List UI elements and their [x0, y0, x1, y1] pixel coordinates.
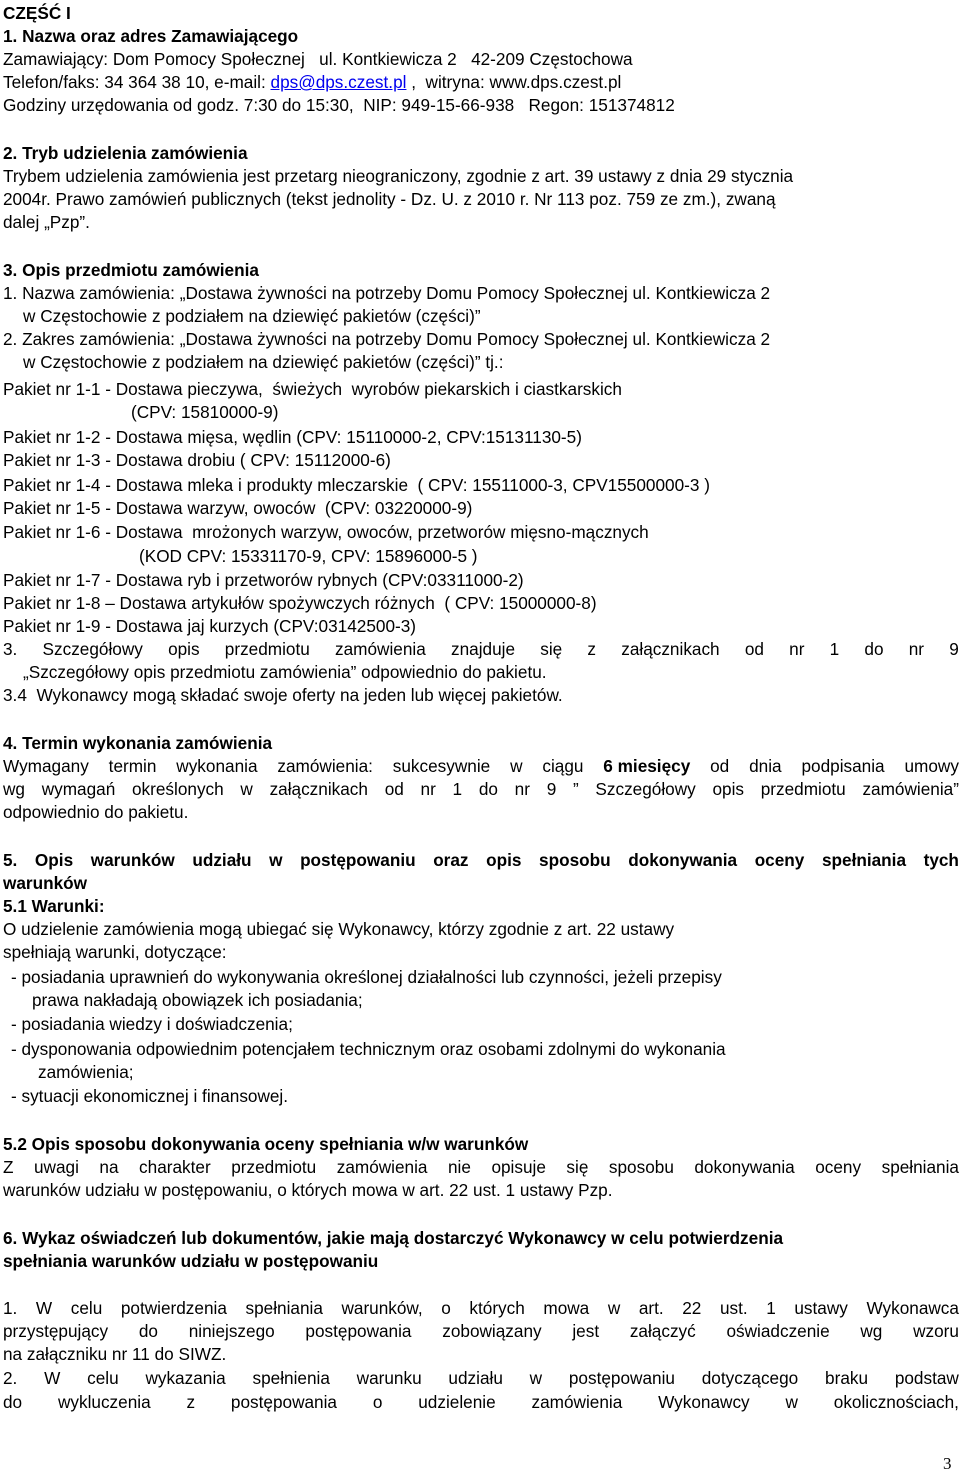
word: udziału — [448, 1368, 503, 1388]
word: załącznikach — [621, 639, 720, 659]
word: z — [587, 639, 597, 659]
word: dokonywania — [628, 850, 738, 870]
term-line-1 — [3, 755, 959, 778]
word: w — [785, 1392, 798, 1412]
word: znajduje — [451, 639, 516, 659]
section-2-title: 2. Tryb udzielenia zamówienia — [3, 143, 248, 163]
package-2: Pakiet nr 1-2 - Dostawa mięsa, wędlin (CPV: 15110000-2, CPV:15131130-5) — [3, 427, 582, 447]
section-6-title-line-1: 6. Wykaz oświadczeń lub dokumentów, jakie mają dostarczyć Wykonawcy w celu potwierdzenia — [3, 1228, 784, 1248]
section-2-line-3: dalej „Pzp”. — [3, 212, 90, 232]
contact-website: , witryna: www.dps.czest.pl — [406, 72, 622, 92]
word: się — [540, 639, 563, 659]
word: sposobu — [608, 1157, 674, 1177]
word: ust. — [719, 1298, 748, 1318]
word: do — [138, 1321, 158, 1341]
package-1-line-2: (CPV: 15810000-9) — [131, 402, 279, 422]
detail-description-line-2: „Szczegółowy opis przedmiotu zamówienia” odpowiednio do pakietu. — [23, 662, 547, 682]
word: umowy — [904, 756, 959, 776]
word: W — [44, 1368, 61, 1388]
word: w — [607, 1298, 621, 1318]
order-scope-line-2: w Częstochowie z podziałem na dziewięć pakietów (części)” tj.: — [23, 352, 504, 372]
word: wykonania — [176, 756, 258, 776]
word: przedmiotu — [224, 639, 310, 659]
word: 1. — [3, 1298, 18, 1318]
contact-phone: Telefon/faks: 34 364 38 10, e-mail: — [3, 72, 271, 92]
word: oceny — [754, 850, 805, 870]
word: zamówienia: — [277, 756, 373, 776]
word: od — [710, 756, 730, 776]
word: Wykonawcy — [658, 1392, 750, 1412]
word: braku — [825, 1368, 869, 1388]
order-name-line-2: w Częstochowie z podziałem na dziewięć pakietów (części)” — [23, 306, 481, 326]
word: Szczegółowy — [42, 639, 143, 659]
word: o — [372, 1392, 383, 1412]
statement-2-line-2 — [3, 1391, 959, 1414]
word: wykluczenia — [57, 1392, 151, 1412]
word: warunków — [90, 850, 175, 870]
word: celu — [70, 1298, 103, 1318]
word: do — [864, 639, 884, 659]
word: wymagań — [41, 779, 116, 799]
office-hours-line: Godziny urzędowania od godz. 7:30 do 15:30, NIP: 949-15-66-938 Regon: 151374812 — [3, 95, 675, 115]
address-line: Zamawiający: Dom Pomocy Społecznej ul. Kontkiewicza 2 42-209 Częstochowa — [3, 49, 633, 69]
word: Szczegółowy — [595, 779, 696, 799]
word: zamówienia — [531, 1392, 623, 1412]
word: do — [3, 1392, 23, 1412]
part-title: CZĘŚĆ I — [3, 3, 71, 23]
evaluation-line-1 — [3, 1156, 959, 1179]
condition-item-2: - posiadania wiedzy i doświadczenia; — [11, 1014, 293, 1034]
package-5: Pakiet nr 1-5 - Dostawa warzyw, owoców (CPV: 03220000-9) — [3, 498, 473, 518]
evaluation-line-2: warunków udziału w postępowaniu, o których mowa w art. 22 ust. 1 ustawy Pzp. — [3, 1180, 613, 1200]
word: się — [566, 1157, 589, 1177]
statement-1-line-3: na załączniku nr 11 do SIWZ. — [3, 1344, 227, 1364]
word: celu — [87, 1368, 119, 1388]
word: W — [35, 1298, 53, 1318]
conditions-line-1: O udzielenie zamówienia mogą ubiegać się Wykonawcy, którzy zgodnie z art. 22 ustawy — [3, 919, 675, 939]
section-3-title: 3. Opis przedmiotu zamówienia — [3, 260, 259, 280]
word: spełniania — [881, 1157, 959, 1177]
word: postępowaniu — [568, 1368, 675, 1388]
word: nr — [789, 639, 805, 659]
word: art. — [638, 1298, 664, 1318]
word: 1 — [766, 1298, 776, 1318]
word: zamówienia — [336, 1157, 428, 1177]
word: wzoru — [913, 1321, 959, 1341]
word: opis — [486, 850, 522, 870]
section-1-title: 1. Nazwa oraz adres Zamawiającego — [3, 26, 299, 46]
section-6-title-line-2: spełniania warunków udziału w postępowaniu — [3, 1251, 379, 1271]
word: z — [186, 1392, 196, 1412]
word: udzielenie — [418, 1392, 496, 1412]
word: nr — [908, 639, 925, 659]
conditions-line-2: spełniają warunki, dotyczące: — [3, 942, 227, 962]
word: udziału — [192, 850, 252, 870]
word: w — [269, 850, 283, 870]
package-7: Pakiet nr 1-7 - Dostawa ryb i przetworów rybnych (CPV:03311000-2) — [3, 570, 524, 590]
package-9: Pakiet nr 1-9 - Dostawa jaj kurzych (CPV:03142500-3) — [3, 616, 417, 636]
word: warunku — [356, 1368, 422, 1388]
word: wykazania — [145, 1368, 226, 1388]
package-6-line-2: (KOD CPV: 15331170-9, CPV: 15896000-5 ) — [139, 546, 478, 566]
statement-1-line-2 — [3, 1320, 959, 1343]
page-number: 3 — [943, 1454, 952, 1473]
word: przedmiotu — [231, 1157, 317, 1177]
package-1-line-1: Pakiet nr 1-1 - Dostawa pieczywa, świeżych wyrobów piekarskich i ciastkarskich — [3, 379, 622, 399]
package-8: Pakiet nr 1-8 – Dostawa artykułów spożywczych różnych ( CPV: 15000000-8) — [3, 593, 597, 613]
word: do — [478, 779, 498, 799]
word: wg — [860, 1321, 883, 1341]
word: 3. — [3, 639, 18, 659]
section-5-title-line-2: warunków — [3, 873, 88, 893]
word: określonych — [131, 779, 224, 799]
word: niniejszego — [188, 1321, 275, 1341]
statement-1-line-1 — [3, 1297, 959, 1320]
contact-line — [3, 71, 621, 94]
word: opisuje — [491, 1157, 546, 1177]
term-duration: 6 miesięcy — [603, 756, 691, 776]
word: w — [529, 1368, 543, 1388]
section-4-title: 4. Termin wykonania zamówienia — [3, 733, 273, 753]
section-5-title-line-1 — [3, 849, 959, 872]
word: załączyć — [629, 1321, 696, 1341]
word: Opis — [34, 850, 74, 870]
word: w — [240, 779, 253, 799]
word: Z — [3, 1157, 14, 1177]
word: Wykonawca — [866, 1298, 959, 1318]
word: 1 — [829, 639, 840, 659]
word: podpisania — [801, 756, 885, 776]
word: przystępujący — [3, 1321, 109, 1341]
condition-item-4: - sytuacji ekonomicznej i finansowej. — [11, 1086, 289, 1106]
word: opis — [712, 779, 744, 799]
word: sposobu — [539, 850, 611, 870]
word: postępowaniu — [300, 850, 416, 870]
condition-item-1-line-1: - posiadania uprawnień do wykonywania określonej działalności lub czynności, jeżeli przepisy — [11, 967, 722, 987]
word: 2. — [3, 1368, 18, 1388]
word: spełniania — [821, 850, 907, 870]
word: podstaw — [894, 1368, 959, 1388]
word: 9 — [546, 779, 557, 799]
word: 22 — [682, 1298, 702, 1318]
word: spełnienia — [252, 1368, 330, 1388]
word: uwagi — [34, 1157, 79, 1177]
word: ciągu — [542, 756, 584, 776]
word: przedmiotu — [760, 779, 846, 799]
word: zamówienia — [335, 639, 426, 659]
word: dotyczącego — [701, 1368, 799, 1388]
word: nr — [420, 779, 436, 799]
word: charakter — [139, 1157, 211, 1177]
word: nr — [514, 779, 530, 799]
order-name-line-1: 1. Nazwa zamówienia: „Dostawa żywności na potrzeby Domu Pomocy Społecznej ul. Kontkiewicza 2 — [3, 283, 771, 303]
word: w — [510, 756, 523, 776]
word: oraz — [433, 850, 469, 870]
word: potwierdzenia — [120, 1298, 227, 1318]
word: postępowania — [305, 1321, 412, 1341]
word: od — [744, 639, 764, 659]
section-2-line-2: 2004r. Prawo zamówień publicznych (tekst jednolity - Dz. U. z 2010 r. Nr 113 poz. 759 ze zm.), zwaną — [3, 189, 776, 209]
package-4: Pakiet nr 1-4 - Dostawa mleka i produkty mleczarskie ( CPV: 15511000-3, CPV15500000-3 ) — [3, 475, 710, 495]
word: zobowiązany — [442, 1321, 542, 1341]
statement-2-line-1 — [3, 1367, 959, 1390]
word: mowa — [543, 1298, 590, 1318]
word: oceny — [815, 1157, 862, 1177]
word: okolicznościach, — [833, 1392, 959, 1412]
word: oświadczenie — [726, 1321, 830, 1341]
order-scope-line-1: 2. Zakres zamówienia: „Dostawa żywności na potrzeby Domu Pomocy Społecznej ul. Kontkiewicza 2 — [3, 329, 771, 349]
word: dnia — [749, 756, 782, 776]
condition-item-3-line-2: zamówienia; — [38, 1062, 134, 1082]
detail-description-line-1 — [3, 638, 959, 661]
word: na — [99, 1157, 119, 1177]
word: zamówienia” — [862, 779, 959, 799]
word: dokonywania — [694, 1157, 795, 1177]
subsection-5-1-title: 5.1 Warunki: — [3, 896, 105, 916]
word: postępowania — [230, 1392, 337, 1412]
word: 1 — [452, 779, 463, 799]
word: warunków, — [341, 1298, 423, 1318]
condition-item-1-line-2: prawa nakładają obowiązek ich posiadania; — [32, 990, 363, 1010]
term-line-2 — [3, 778, 959, 801]
subsection-5-2-title: 5.2 Opis sposobu dokonywania oceny spełniania w/w warunków — [3, 1134, 529, 1154]
word: których — [469, 1298, 525, 1318]
word: ustawy — [794, 1298, 848, 1318]
term-line-3: odpowiednio do pakietu. — [3, 802, 189, 822]
word: od — [384, 779, 404, 799]
word: 5. — [3, 850, 18, 870]
word: ” — [572, 779, 579, 799]
word: termin — [108, 756, 157, 776]
word: załącznikach — [269, 779, 368, 799]
word: jest — [572, 1321, 600, 1341]
word: tych — [923, 850, 959, 870]
word: wg — [3, 779, 25, 799]
word: o — [441, 1298, 451, 1318]
condition-item-3-line-1: - dysponowania odpowiednim potencjałem technicznym oraz osobami zdolnymi do wykonania — [11, 1039, 726, 1059]
offers-note: 3.4 Wykonawcy mogą składać swoje oferty na jeden lub więcej pakietów. — [3, 685, 563, 705]
package-6-line-1: Pakiet nr 1-6 - Dostawa mrożonych warzyw, owoców, przetworów mięsno-mącznych — [3, 522, 649, 542]
word: spełniania — [245, 1298, 323, 1318]
word: sukcesywnie — [392, 756, 491, 776]
word: Wymagany — [3, 756, 89, 776]
word: nie — [448, 1157, 471, 1177]
section-2-line-1: Trybem udzielenia zamówienia jest przetarg nieograniczony, zgodnie z art. 39 ustawy z dnia 29 stycznia — [3, 166, 794, 186]
word: opis — [168, 639, 200, 659]
package-3: Pakiet nr 1-3 - Dostawa drobiu ( CPV: 15112000-6) — [3, 450, 391, 470]
word: 9 — [949, 639, 959, 659]
email-link[interactable]: dps@dps.czest.pl — [270, 72, 407, 92]
